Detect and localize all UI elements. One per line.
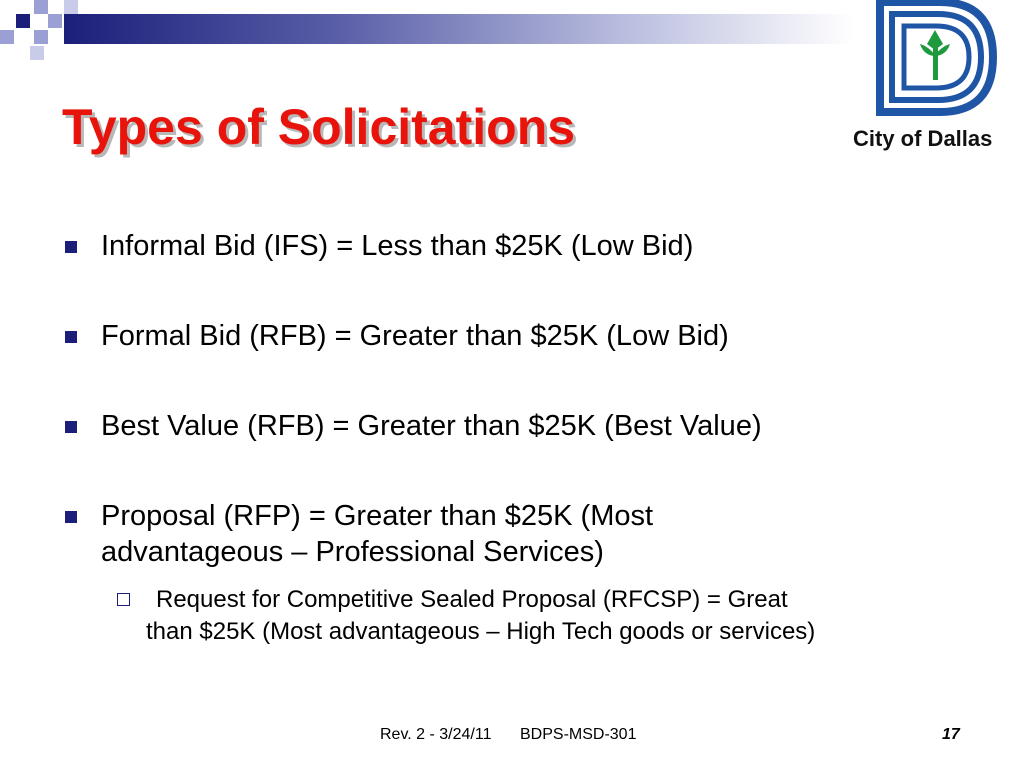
sub-bullet-text: Request for Competitive Sealed Proposal (RFCSP) = Great [156, 586, 788, 613]
bullet-text: Best Value (RFB) = Greater than $25K (Best Value) [101, 410, 762, 442]
list-item [101, 408, 762, 444]
bullet-text: advantageous – Professional Services) [101, 536, 604, 568]
bullet-square-icon [65, 421, 77, 433]
list-item [101, 228, 693, 264]
hollow-square-icon [117, 593, 130, 606]
footer-document-id: BDPS-MSD-301 [520, 726, 637, 743]
bullet-text: Proposal (RFP) = Greater than $25K (Most [101, 500, 654, 532]
list-item [101, 498, 653, 570]
bullet-text: Formal Bid (RFB) = Greater than $25K (Low Bid) [101, 320, 729, 352]
bullet-square-icon [65, 241, 77, 253]
footer-revision: Rev. 2 - 3/24/11 [380, 726, 492, 743]
bullet-square-icon [65, 331, 77, 343]
slide-title: Types of Solicitations [62, 99, 576, 155]
page-number: 17 [942, 726, 960, 743]
bullet-square-icon [65, 511, 77, 523]
logo-text: City of Dallas [853, 126, 993, 151]
list-item [101, 318, 729, 354]
sub-list-item [146, 584, 946, 648]
sub-bullet-text: than $25K (Most advantageous – High Tech goods or services) [146, 618, 816, 645]
bullet-text: Informal Bid (IFS) = Less than $25K (Low Bid) [101, 230, 694, 262]
